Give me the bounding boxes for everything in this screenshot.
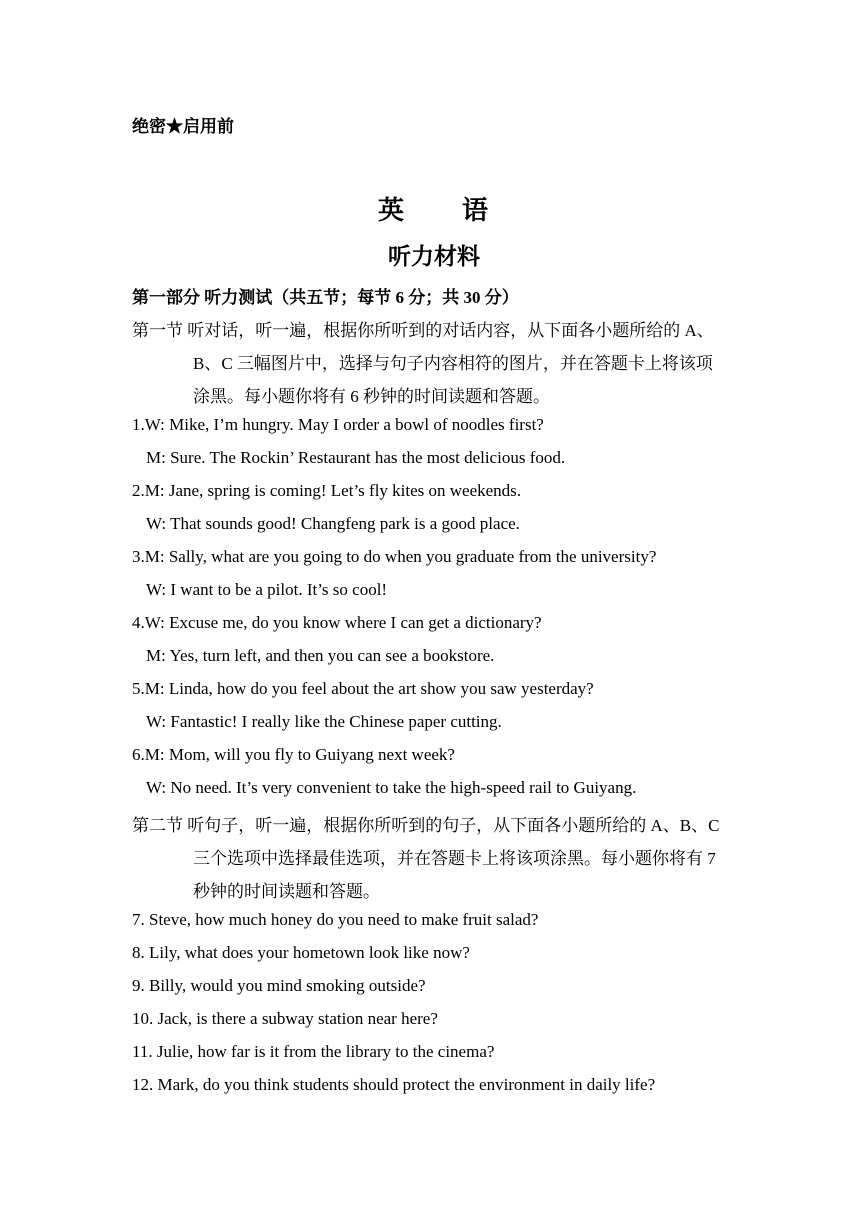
section-two-instruction-line: 第二节 听句子，听一遍，根据你所听到的句子，从下面各小题所给的 A、B、C bbox=[132, 816, 720, 835]
dialogue-line-6: 6.M: Mom, will you fly to Guiyang next week? bbox=[132, 745, 455, 764]
confidential-label: 绝密★启用前 bbox=[132, 117, 234, 136]
sentence-9: 9. Billy, would you mind smoking outside? bbox=[132, 976, 426, 995]
dialogue-line-2: 2.M: Jane, spring is coming! Let’s fly kites on weekends. bbox=[132, 481, 522, 500]
section-one-instruction-line: 涂黑。每小题你将有 6 秒钟的时间读题和答题。 bbox=[193, 387, 550, 406]
sentence-10: 10. Jack, is there a subway station near here? bbox=[132, 1009, 438, 1028]
dialogue-line-4: 4.W: Excuse me, do you know where I can get a dictionary? bbox=[132, 613, 542, 632]
dialogue-reply-6: W: No need. It’s very convenient to take the high-speed rail to Guiyang. bbox=[146, 778, 637, 797]
section-two-instruction-line: 秒钟的时间读题和答题。 bbox=[193, 882, 380, 901]
dialogue-reply-4: M: Yes, turn left, and then you can see a bookstore. bbox=[146, 646, 495, 665]
dialogue-reply-1: M: Sure. The Rockin’ Restaurant has the most delicious food. bbox=[146, 448, 566, 467]
subject-title: 英 语 bbox=[377, 196, 490, 225]
section-one-instruction-line: B、C 三幅图片中，选择与句子内容相符的图片，并在答题卡上将该项 bbox=[193, 354, 713, 373]
dialogue-line-1: 1.W: Mike, I’m hungry. May I order a bowl of noodles first? bbox=[132, 415, 544, 434]
sentence-12: 12. Mark, do you think students should protect the environment in daily life? bbox=[132, 1075, 656, 1094]
dialogue-reply-3: W: I want to be a pilot. It’s so cool! bbox=[146, 580, 388, 599]
dialogue-reply-2: W: That sounds good! Changfeng park is a good place. bbox=[146, 514, 520, 533]
dialogue-line-5: 5.M: Linda, how do you feel about the art show you saw yesterday? bbox=[132, 679, 594, 698]
document-subtitle: 听力材料 bbox=[388, 244, 480, 269]
sentence-11: 11. Julie, how far is it from the library to the cinema? bbox=[132, 1042, 495, 1061]
section-two-instruction-line: 三个选项中选择最佳选项，并在答题卡上将该项涂黑。每小题你将有 7 bbox=[193, 849, 716, 868]
section-one-instruction-line: 第一节 听对话，听一遍，根据你所听到的对话内容，从下面各小题所给的 A、 bbox=[132, 321, 714, 340]
dialogue-reply-5: W: Fantastic! I really like the Chinese paper cutting. bbox=[146, 712, 502, 731]
dialogue-line-3: 3.M: Sally, what are you going to do when you graduate from the university? bbox=[132, 547, 657, 566]
sentence-7: 7. Steve, how much honey do you need to make fruit salad? bbox=[132, 910, 539, 929]
sentence-8: 8. Lily, what does your hometown look like now? bbox=[132, 943, 470, 962]
part-heading: 第一部分 听力测试（共五节；每节 6 分；共 30 分） bbox=[132, 288, 519, 307]
